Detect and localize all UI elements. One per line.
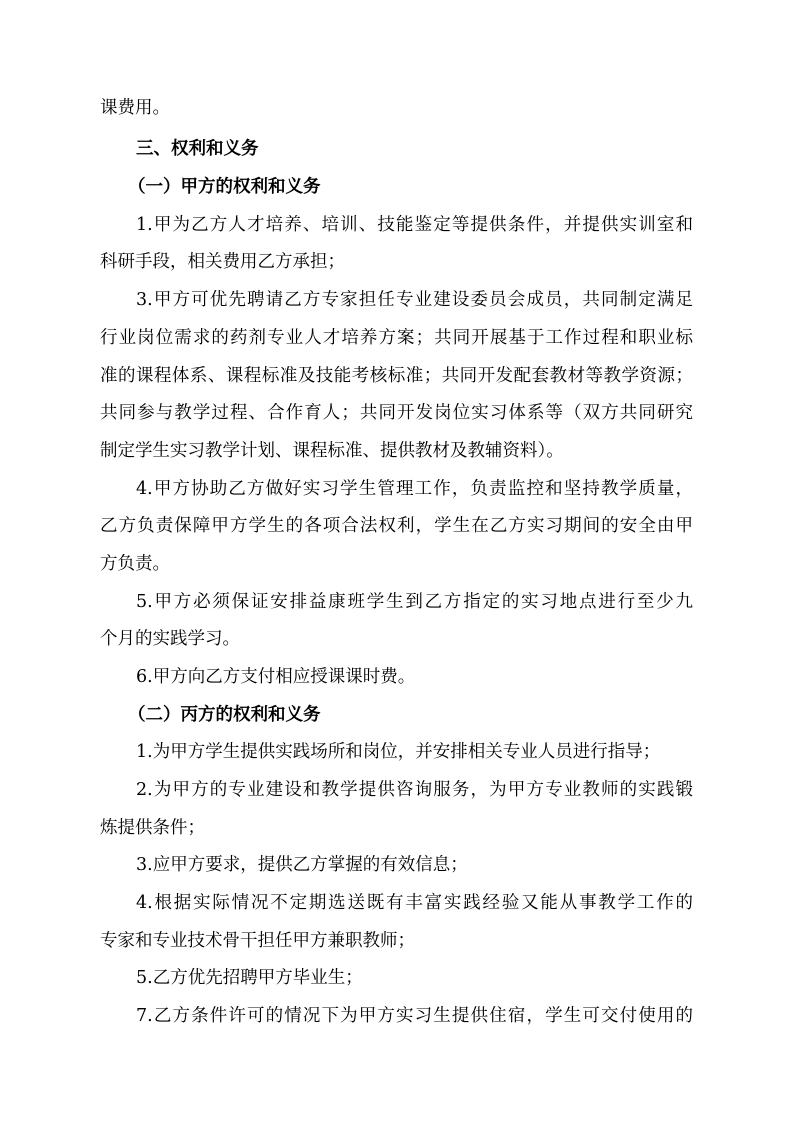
paragraph-line: 行业岗位需求的药剂专业人才培养方案；共同开展基于工作过程和职业标 (100, 328, 693, 348)
paragraph-line: 共同参与教学过程、合作育人；共同开发岗位实习体系等（双方共同研究 (100, 403, 693, 423)
paragraph-line: 4.根据实际情况不定期选送既有丰富实践经验又能从事教学工作的 (136, 893, 693, 913)
paragraph-line: 制定学生实习教学计划、课程标准、提供教材及教辅资料）。 (100, 441, 564, 461)
paragraph-line: 1.为甲方学生提供实践场所和岗位，并安排相关专业人员进行指导； (136, 742, 661, 762)
paragraph-line: 个月的实践学习。 (100, 629, 240, 649)
paragraph-line: 方负责。 (100, 554, 170, 574)
paragraph-line: 3.应甲方要求，提供乙方掌握的有效信息； (136, 855, 468, 875)
paragraph-line: 6.甲方向乙方支付相应授课课时费。 (136, 667, 416, 687)
paragraph-line: 2.为甲方的专业建设和教学提供咨询服务，为甲方专业教师的实践锻 (136, 780, 693, 800)
paragraph-line: 3.甲方可优先聘请乙方专家担任专业建设委员会成员，共同制定满足 (136, 290, 693, 310)
section-heading: 三、权利和义务 (136, 139, 259, 159)
paragraph-line: 专家和专业技术骨干担任甲方兼职教师； (100, 931, 415, 951)
subsection-heading: （一）甲方的权利和义务 (128, 177, 321, 197)
paragraph-line: 5.甲方必须保证安排益康班学生到乙方指定的实习地点进行至少九 (136, 592, 693, 612)
paragraph-line: 1.甲为乙方人才培养、培训、技能鉴定等提供条件，并提供实训室和 (136, 215, 693, 235)
subsection-heading: （二）丙方的权利和义务 (128, 705, 321, 725)
paragraph-line: 4.甲方协助乙方做好实习学生管理工作，负责监控和坚持教学质量， (136, 479, 693, 499)
paragraph-line: 科研手段，相关费用乙方承担； (100, 252, 345, 272)
paragraph-line: 准的课程体系、课程标准及技能考核标准；共同开发配套教材等教学资源； (100, 366, 693, 386)
paragraph-line: 课费用。 (100, 98, 170, 118)
paragraph-line: 5.乙方优先招聘甲方毕业生； (136, 968, 363, 988)
paragraph-line: 炼提供条件； (100, 818, 205, 838)
paragraph-line: 7.乙方条件许可的情况下为甲方实习生提供住宿，学生可交付使用的 (136, 1006, 693, 1026)
paragraph-line: 乙方负责保障甲方学生的各项合法权利，学生在乙方实习期间的安全由甲 (100, 516, 693, 536)
